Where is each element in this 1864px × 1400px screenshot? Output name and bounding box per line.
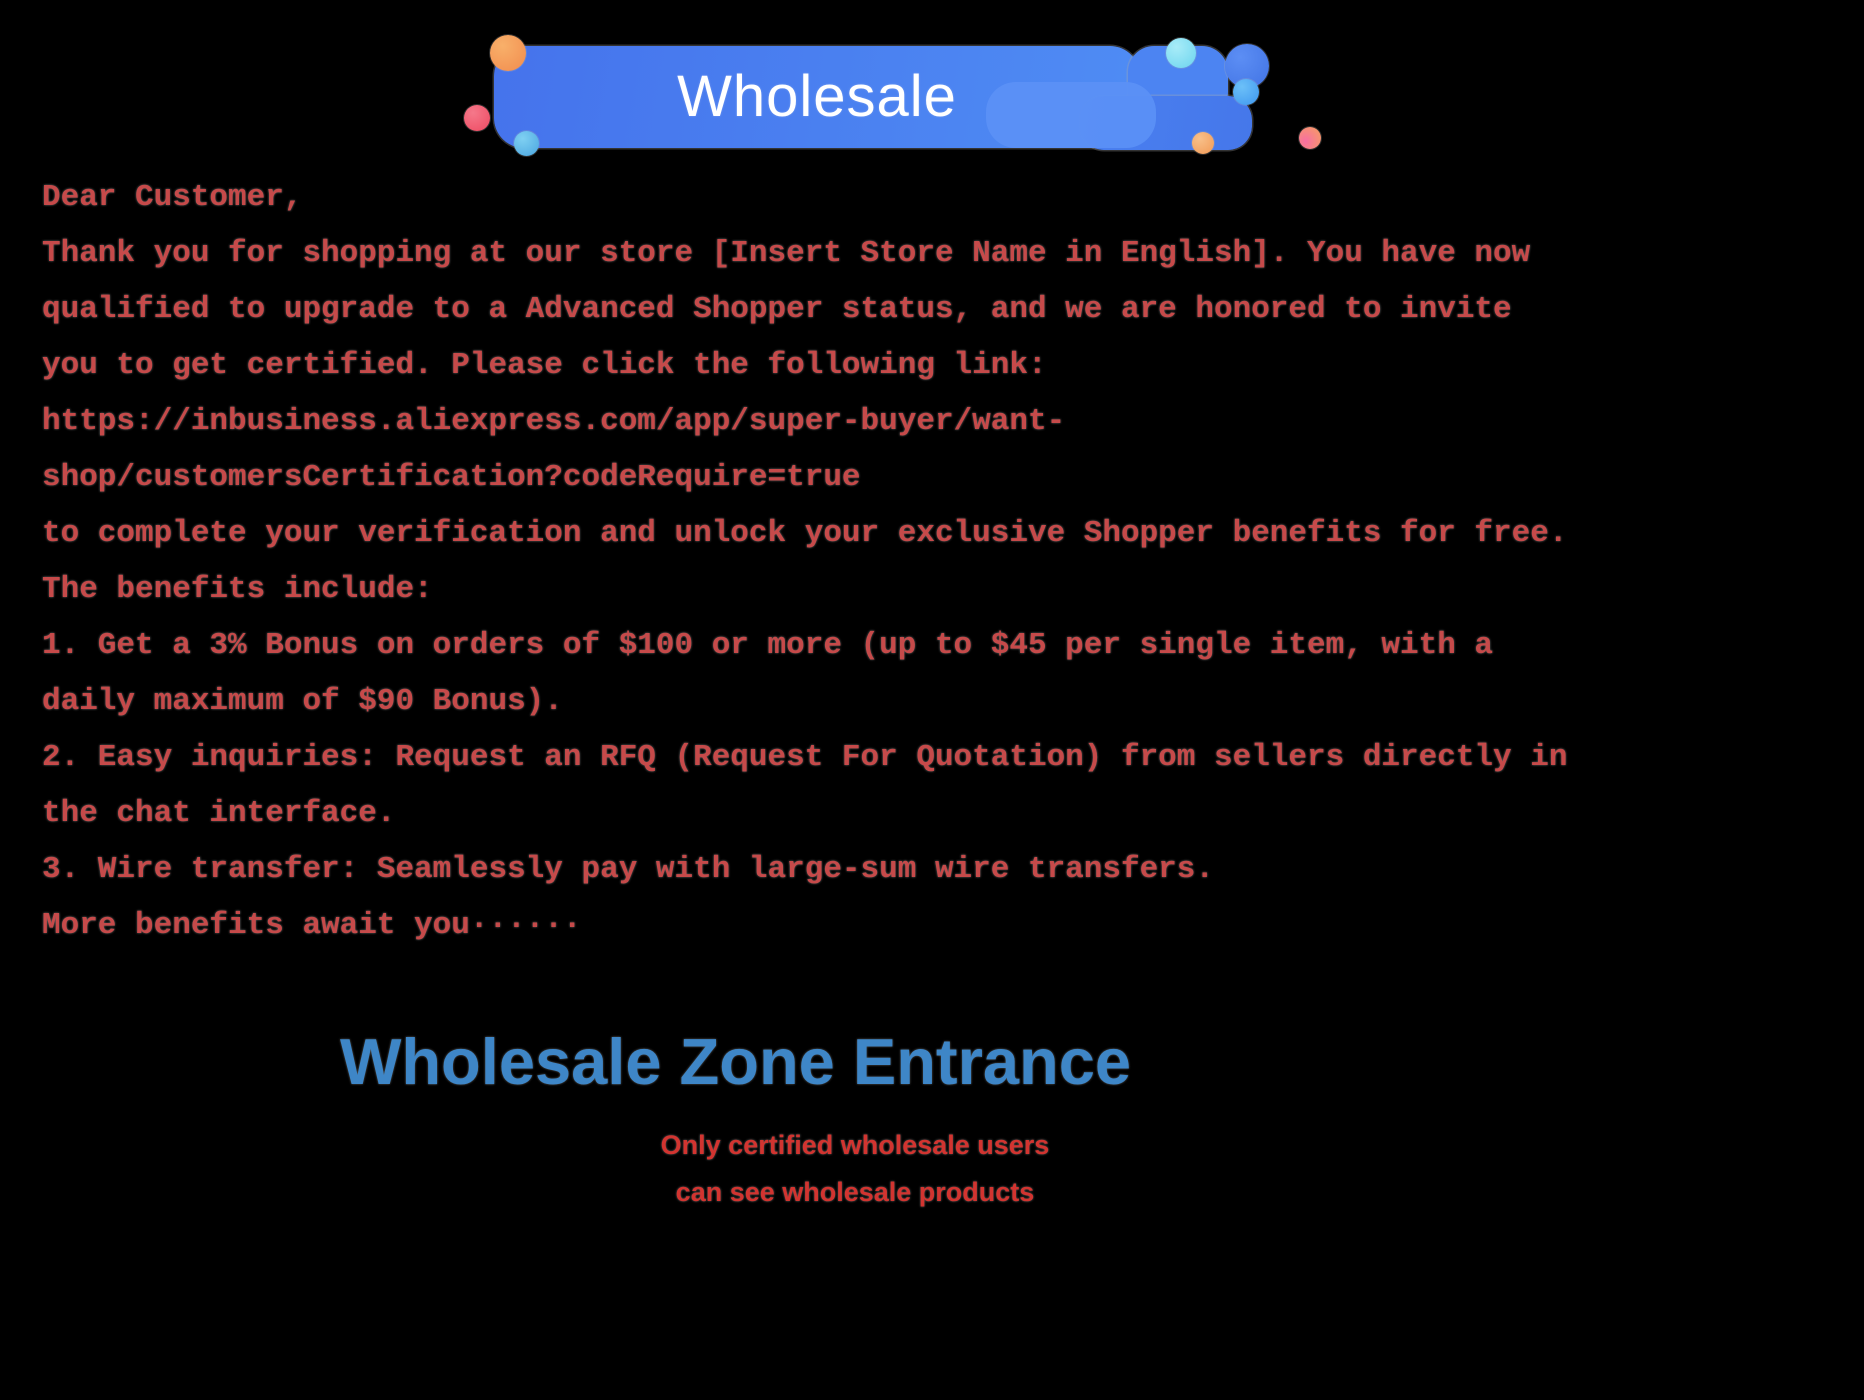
letter-line: to complete your verification and unlock your exclusive Shopper benefits for free. <box>42 516 1568 551</box>
notice-line-2: can see wholesale products <box>675 1177 1035 1207</box>
letter-line: qualified to upgrade to a Advanced Shopper status, and we are honored to invite <box>42 292 1512 327</box>
certification-link-line-2: shop/customersCertification?codeRequire=true <box>42 460 861 495</box>
benefit-3-line: 3. Wire transfer: Seamlessly pay with large-sum wire transfers. <box>42 852 1214 887</box>
benefit-2-line-1: 2. Easy inquiries: Request an RFQ (Request For Quotation) from sellers directly in <box>42 740 1568 775</box>
decor-lightblue-circle-right-icon <box>1233 79 1259 105</box>
letter-line-salutation: Dear Customer, <box>42 180 303 215</box>
benefit-2-line-2: the chat interface. <box>42 796 396 831</box>
benefit-1-line-2: daily maximum of $90 Bonus). <box>42 684 563 719</box>
banner-title: Wholesale <box>677 64 957 129</box>
customer-letter <box>42 170 1852 954</box>
certification-notice <box>595 1122 1115 1216</box>
decor-pink-circle-right-icon <box>1299 127 1321 149</box>
letter-line-closing: More benefits await you······ <box>42 908 582 943</box>
decor-pink-circle-left-icon <box>464 105 490 131</box>
benefit-1-line-1: 1. Get a 3% Bonus on orders of $100 or more (up to $45 per single item, with a <box>42 628 1494 663</box>
letter-line: The benefits include: <box>42 572 433 607</box>
decor-blue-circle-left-icon <box>514 131 539 156</box>
decor-orange-circle-right-icon <box>1192 132 1214 154</box>
notice-line-1: Only certified wholesale users <box>660 1130 1050 1160</box>
letter-line: you to get certified. Please click the following link: <box>42 348 1047 383</box>
letter-line: Thank you for shopping at our store [Insert Store Name in English]. You have now <box>42 236 1531 271</box>
decor-cyan-circle-right-icon <box>1166 38 1196 68</box>
certification-link-line-1: https://inbusiness.aliexpress.com/app/super-buyer/want- <box>42 404 1066 439</box>
wholesale-zone-entrance-heading: Wholesale Zone Entrance <box>340 1025 1132 1098</box>
